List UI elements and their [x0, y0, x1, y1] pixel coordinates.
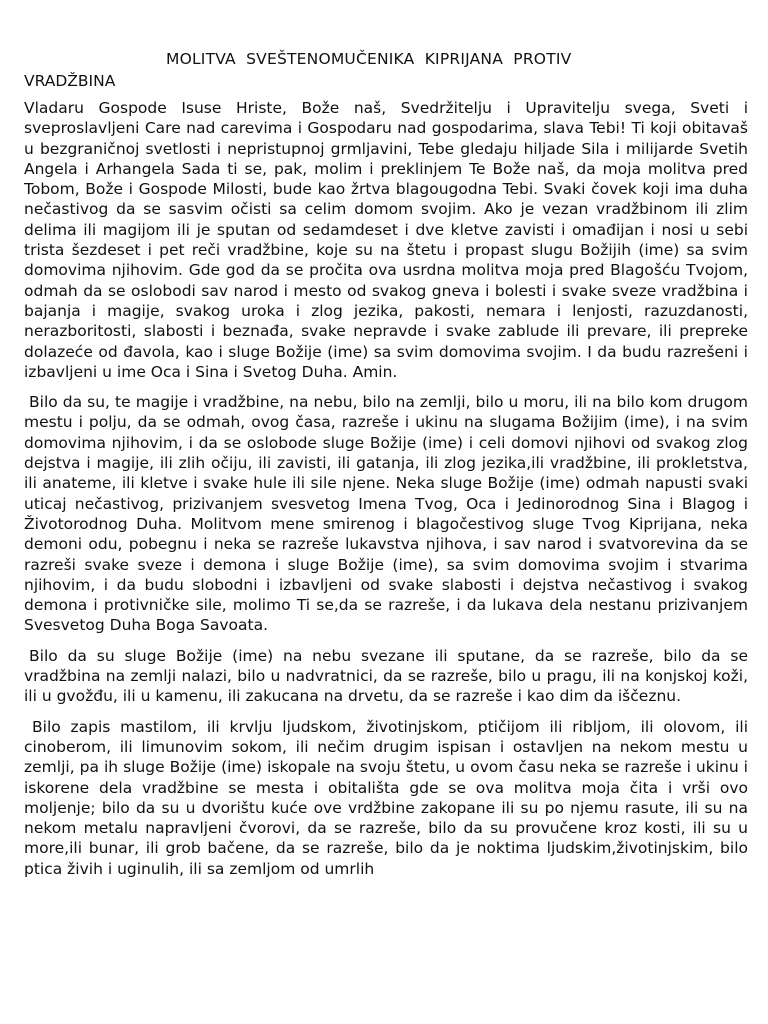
paragraph-1: Vladaru Gospode Isuse Hriste, Bože naš, Svedržitelju i Upravitelju svega, Sveti i sveproslavljeni Care nad carevima i Gospodaru nad gospodarima, slava Tebi! Ti koji obitavaš u bezgraničnoj svetlosti i nepristupnoj grmljavini, Tebe gledaju hiljade Sila i milijarde Svetih Angela i Arhangela Sada ti se, pak, molim i preklinjem Te Bože naš, da moja molitva pred Tobom, Bože i Gospode Milosti, bude kao žrtva blagougodna Tebi. Svaki čovek koji ima duha nečastivog da se sasvim očisti sa celim domom svojim. Ako je vezan vradžbinom ili zlim delima ili magijom ili je sputan od sedamdeset i dve kletve zavisti i omađijan i nosi u sebi trista šezdeset i pet reči vradžbine, koje su na štetu i propast slugu Božijih (ime) sa svim domovima njihovim. Gde god da se pročita ova usrdna molitva moja pred Blagošću Tvojom, odmah da se oslobodi sav narod i mesto od svakog gneva i bolesti i svake sveze vradžbina i bajanja i magije, svakog uroka i zlog jezika, pakosti, nemara i lenjosti, razuzdanosti, nerazboritosti, slabosti i beznađa, svake nepravde i svake zablude ili prevare, ili prepreke dolazeće od đavola, kao i sluge Božije (ime) sa svim domovima svojim. I da budu razrešeni i izbavljeni u ime Oca i Sina i Svetog Duha. Amin.	[24, 99, 748, 381]
paragraph-4: Bilo zapis mastilom, ili krvlju ljudskom, životinjskom, ptičijom ili ribljom, ili olovom, ili cinoberom, ili limunovim sokom, ili nečim drugim ispisan i ostavljen na nekom mestu u zemlji, pa ih sluge Božije (ime) iskopale na svoju štetu, u ovom času neka se razreše i ukinu i iskorene dela vradžbine se mesta i obitališta gde se ova molitva moja čita i vrši ovo moljenje; bilo da su u dvorištu kuće ove vrdžbine zakopane ili su po njemu rasute, ili su na nekom metalu napravljeni čvorovi, da se razreše, bilo da su provučene kroz kosti, ili su u more,ili bunar, ili grob bačene, da se razreše, bilo da je noktima ljudskim,životinjskim, bilo ptica živih i uginulih, ili sa zemljom od umrlih	[24, 717, 748, 878]
paragraph-2: Bilo da su, te magije i vradžbine, na nebu, bilo na zemlji, bilo u moru, ili na bilo kom drugom mestu i polju, da se odmah, ovog časa, razreše i ukinu na slugama Božijim (ime), i na svim domovima njihovim, i da se oslobode sluge Božije (ime) i celi domovi njihovi od svakog zlog dejstva i magije, ili zlih očiju, ili zavisti, ili gatanja, ili zlog jezika,ili vradžbine, ili prokletstva, ili anateme, ili kletve i svake hule ili sile njene. Neka sluge Božije (ime) odmah napusti svaki uticaj nečastivog, prizivanjem svesvetog Imena Tvog, Oca i Jedinorodnog Sina i Blagog i Životorodnog Duha. Molitvom mene smirenog i blagočestivog sluge Tvog Kiprijana, neka demoni odu, pobegnu i neka se razreše lukavstva njihova, i sav narod i svatvorevina da se razreši svake sveze i demona i sluge Božije (ime), sa svim domovima svojim i stvarima njihovim, i da budu slobodni i izbavljeni od svake slabosti i dejstva nečastivog i svakog demona i protivničke sile, molimo Ti se,da se razreše, i da lukava dela nestanu prizivanjem Svesvetog Duha Boga Savoata.	[24, 393, 748, 635]
document-page	[24, 48, 748, 889]
paragraph-3: Bilo da su sluge Božije (ime) na nebu svezane ili sputane, da se razreše, bilo da se vradžbina na zemlji nalazi, bilo u nadvratnici, da se razreše, bilo u pragu, ili na konjskoj koži, ili u gvožđu, ili u kamenu, ili zakucana na drvetu, da se razreše i kao dim da iščeznu.	[24, 646, 748, 706]
document-title: MOLITVA SVEŠTENOMUČENIKA KIPRIJANA PROTIV	[166, 50, 572, 68]
document-title-continuation: VRADŽBINA	[24, 72, 116, 90]
